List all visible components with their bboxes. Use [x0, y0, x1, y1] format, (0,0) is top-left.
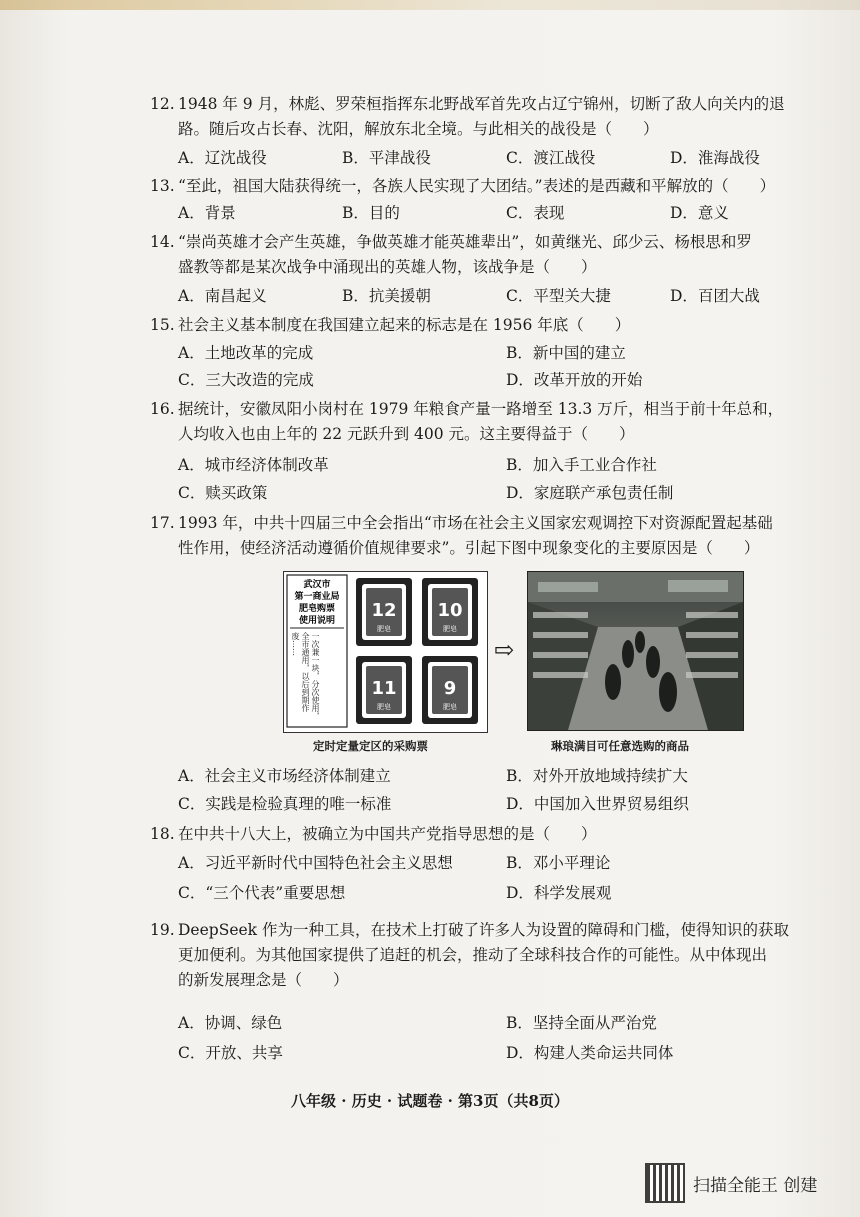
option-c: C．“三个代表”重要思想	[178, 884, 346, 902]
ticket-stamp: 肥皂	[443, 625, 457, 633]
question-13	[150, 174, 840, 199]
transition-arrow-icon: ⇨	[494, 636, 515, 664]
question-number: 18.	[150, 825, 175, 843]
ticket-11	[356, 656, 412, 724]
question-line: 更加便利。为其他国家提供了追赶的机会，推动了全球科技合作的可能性。从中体现出	[178, 946, 768, 964]
option-d: D．中国加入世界贸易组织	[506, 795, 689, 813]
option-c: C．三大改造的完成	[178, 371, 314, 389]
question-line: 在中共十八大上，被确立为中国共产党指导思想的是（ ）	[178, 825, 597, 843]
option-d: D．淮海战役	[670, 149, 760, 167]
option-d: D．改革开放的开始	[506, 371, 643, 389]
supermarket-photo	[527, 571, 744, 731]
question-line: 性作用，使经济活动遵循价值规律要求”。引起下图中现象变化的主要原因是（ ）	[178, 539, 760, 557]
option-d: D．百团大战	[670, 287, 760, 305]
question-number: 14.	[150, 233, 175, 251]
question-line: DeepSeek 作为一种工具，在技术上打破了许多人为设置的障碍和门槛，使得知识的获取	[178, 921, 789, 939]
ticket-9	[422, 656, 478, 724]
question-line: 据统计，安徽凤阳小岗村在 1979 年粮食产量一路增至 13.3 万斤，相当于前十年总和，	[178, 400, 784, 418]
option-b: B．对外开放地域持续扩大	[506, 767, 688, 785]
option-c: C．平型关大捷	[506, 287, 611, 305]
option-a: A．辽沈战役	[178, 149, 267, 167]
ticket-number: 10	[437, 600, 463, 621]
question-number: 17.	[150, 514, 175, 532]
scan-edge	[0, 0, 860, 10]
option-c: C．表现	[506, 204, 565, 222]
option-c: C．渡江战役	[506, 149, 596, 167]
left-figure-caption: 定时定量定区的采购票	[313, 739, 428, 753]
qr-code-icon	[645, 1163, 685, 1203]
option-b: B．邓小平理论	[506, 854, 611, 872]
option-a: A．协调、绿色	[178, 1014, 283, 1032]
option-b: B．目的	[342, 204, 400, 222]
option-a: A．土地改革的完成	[178, 344, 314, 362]
option-b: B．抗美援朝	[342, 287, 431, 305]
question-line: 1948 年 9 月，林彪、罗荣桓指挥东北野战军首先攻占辽宁锦州，切断了敌人向关内的退	[178, 95, 785, 113]
option-a: A．社会主义市场经济体制建立	[178, 767, 391, 785]
option-c: C．赎买政策	[178, 484, 268, 502]
ticket-number: 11	[371, 678, 397, 699]
question-line: 社会主义基本制度在我国建立起来的标志是在 1956 年底（ ）	[178, 316, 631, 334]
option-c: C．实践是检验真理的唯一标准	[178, 795, 392, 813]
option-b: B．加入手工业合作社	[506, 456, 657, 474]
option-b: B．新中国的建立	[506, 344, 626, 362]
question-line: 路。随后攻占长春、沈阳，解放东北全境。与此相关的战役是（ ）	[178, 120, 659, 138]
supermarket-drawing	[528, 572, 743, 730]
question-17	[150, 511, 840, 561]
ticket-stamp: 肥皂	[377, 703, 391, 711]
ticket-10	[422, 578, 478, 646]
scanner-watermark	[645, 1163, 817, 1203]
question-number: 12.	[150, 95, 175, 113]
option-a: A．南昌起义	[178, 287, 267, 305]
question-number: 19.	[150, 921, 175, 939]
question-14	[150, 230, 840, 280]
question-15	[150, 313, 840, 338]
question-16	[150, 397, 840, 447]
ticket-instructions: 一次兼一块，分次使用，全市通用，以后到期作废……	[291, 632, 320, 720]
ticket-stamp: 肥皂	[443, 703, 457, 711]
page-footer: 八年级 · 历史 · 试题卷 · 第3页（共8页）	[291, 1092, 569, 1110]
option-d: D．意义	[670, 204, 729, 222]
ticket-number: 12	[371, 600, 397, 621]
option-d: D．科学发展观	[506, 884, 612, 902]
option-d: D．家庭联产承包责任制	[506, 484, 674, 502]
ticket-12	[356, 578, 412, 646]
option-c: C．开放、共享	[178, 1044, 283, 1062]
ticket-header-1: 武汉市	[303, 580, 331, 590]
option-a: A．城市经济体制改革	[178, 456, 329, 474]
option-d: D．构建人类命运共同体	[506, 1044, 674, 1062]
question-number: 13.	[150, 177, 175, 195]
ticket-header-4: 使用说明	[298, 616, 336, 626]
option-a: A．习近平新时代中国特色社会主义思想	[178, 854, 453, 872]
question-line: 1993 年，中共十四届三中全会指出“市场在社会主义国家宏观调控下对资源配置起基础	[178, 514, 773, 532]
option-b: B．坚持全面从严治党	[506, 1014, 657, 1032]
option-b: B．平津战役	[342, 149, 431, 167]
right-figure-caption: 琳琅满目可任意选购的商品	[551, 739, 689, 753]
question-18	[150, 822, 840, 847]
ticket-header-2: 第一商业局	[294, 592, 340, 602]
ticket-number: 9	[443, 678, 457, 699]
question-12	[150, 92, 840, 142]
question-line: “崇尚英雄才会产生英雄，争做英雄才能英雄辈出”，如黄继光、邱少云、杨根思和罗	[178, 233, 752, 251]
question-line: “至此，祖国大陆获得统一，各族人民实现了大团结。”表述的是西藏和平解放的（ ）	[178, 177, 776, 195]
ticket-header-3: 肥皂购票	[298, 604, 336, 614]
question-number: 16.	[150, 400, 175, 418]
ticket-stamp: 肥皂	[377, 625, 391, 633]
ration-ticket-image	[283, 571, 488, 733]
ration-ticket-drawing	[284, 572, 487, 732]
option-a: A．背景	[178, 204, 236, 222]
question-line: 人均收入也由上年的 22 元跃升到 400 元。这主要得益于（ ）	[178, 425, 635, 443]
scanner-label: 扫描全能王 创建	[693, 1175, 818, 1196]
question-19	[150, 918, 840, 993]
question-line: 盛教等都是某次战争中涌现出的英雄人物，该战争是（ ）	[178, 258, 597, 276]
question-line: 的新发展理念是（ ）	[178, 971, 349, 989]
question-number: 15.	[150, 316, 175, 334]
